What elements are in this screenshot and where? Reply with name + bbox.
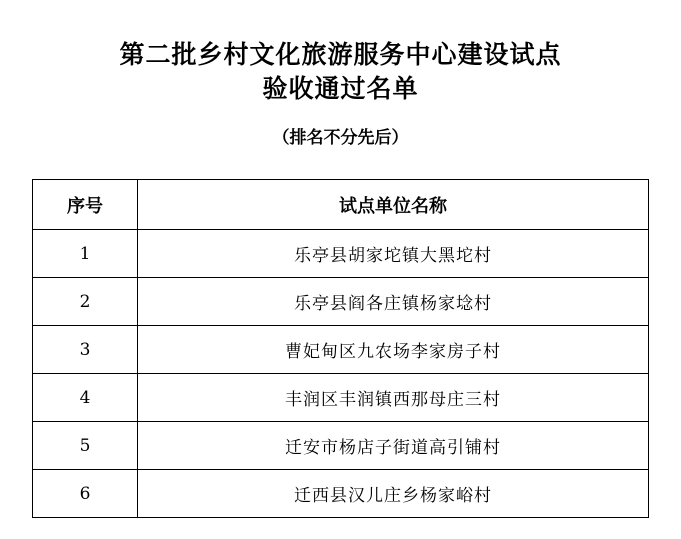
page-subtitle: （排名不分先后） [272, 128, 409, 148]
cell-index: 5 [33, 422, 138, 470]
cell-index: 1 [33, 230, 138, 278]
list-table-container [32, 179, 649, 518]
cell-unit-name: 乐亭县阎各庄镇杨家埝村 [138, 278, 649, 326]
table-header-row [33, 180, 649, 230]
cell-index: 6 [33, 470, 138, 518]
table-row [33, 422, 649, 470]
table-row [33, 326, 649, 374]
table-header [33, 180, 649, 230]
table-row [33, 374, 649, 422]
table-row [33, 278, 649, 326]
page-title-line-2: 验收通过名单 [262, 74, 419, 103]
page-title-line-1: 第二批乡村文化旅游服务中心建设试点 [119, 40, 562, 69]
column-header-name: 试点单位名称 [138, 180, 649, 230]
cell-unit-name: 迁西县汉儿庄乡杨家峪村 [138, 470, 649, 518]
cell-unit-name: 迁安市杨店子街道高引铺村 [138, 422, 649, 470]
cell-index: 3 [33, 326, 138, 374]
column-header-index: 序号 [33, 180, 138, 230]
cell-unit-name: 乐亭县胡家坨镇大黑坨村 [138, 230, 649, 278]
pilot-units-table [32, 179, 649, 518]
table-body [33, 230, 649, 518]
table-row [33, 470, 649, 518]
document-title-block [0, 0, 681, 148]
cell-unit-name: 丰润区丰润镇西那母庄三村 [138, 374, 649, 422]
cell-unit-name: 曹妃甸区九农场李家房子村 [138, 326, 649, 374]
table-row [33, 230, 649, 278]
cell-index: 4 [33, 374, 138, 422]
cell-index: 2 [33, 278, 138, 326]
